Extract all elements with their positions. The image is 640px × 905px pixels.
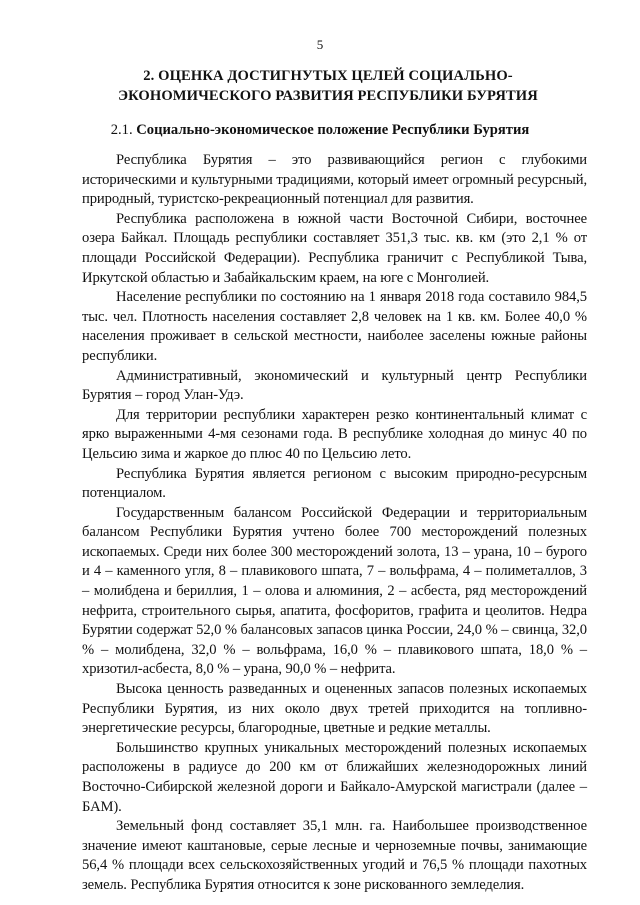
paragraph-deposit-locations: Большинство крупных уникальных месторождений полезных ископаемых расположены в радиусе до 200 км от ближайших железнодорожных линий Восточно-Сибирской железной дороги и Байкало-Амурской магистрали (далее – БАМ). [82,739,587,815]
paragraph-resource-potential: Республика Бурятия является регионом с высоким природно-ресурсным потенциалом. [82,465,587,502]
paragraph-capital: Административный, экономический и культурный центр Республики Бурятия – город Улан-Удэ. [82,367,587,404]
paragraph-location: Республика расположена в южной части Восточной Сибири, восточнее озера Байкал. Площадь республики составляет 351,3 тыс. кв. км (это 2,1 % от площади Российской Федерации). Республика граничит с Республикой Тыва, Иркутской областью и Забайкальским краем, на юге с Монголией. [82,210,587,286]
paragraph-reserves-value: Высока ценность разведанных и оцененных запасов полезных ископаемых Республики Бурятия, из них около двух третей приходится на топливно-энергетические ресурсы, благородные, цветные и редкие металлы. [82,681,587,737]
subsection-title: Социально-экономическое положение Республики Бурятия [136,122,530,138]
paragraph-climate: Для территории республики характерен резко континентальный климат с ярко выраженными 4-мя сезонами года. В республике холодная до минус 40 по Цельсию зима и жаркое до плюс 40 по Цельсию лето. [82,406,587,462]
paragraph-intro: Республика Бурятия – это развивающийся регион с глубокими историческими и культурными традициями, который имеет огромный ресурсный, природный, туристско-рекреационный потенциал для развития. [82,152,587,208]
document-body [82,151,587,896]
paragraph-population: Население республики по состоянию на 1 января 2018 года составило 984,5 тыс. чел. Плотность населения составляет 2,8 человек на 1 кв. км. Более 40,0 % населения проживает в сельской местности, наиболее заселены южные районы республики. [82,289,587,364]
subsection-number: 2.1. [110,122,133,138]
section-heading-line-1: 2. ОЦЕНКА ДОСТИГНУТЫХ ЦЕЛЕЙ СОЦИАЛЬНО- [143,68,513,84]
paragraph-land-fund: Земельный фонд составляет 35,1 млн. га. Наибольшее производственное значение имеют каштановые, серые лесные и черноземные почвы, занимающие 56,4 % площади всех сельскохозяйственных угодий и 76,5 % площади пахотных земель. Республика Бурятия относится к зоне рискованного земледелия. [82,818,587,893]
section-heading [98,66,558,106]
section-heading-line-2: ЭКОНОМИЧЕСКОГО РАЗВИТИЯ РЕСПУБЛИКИ БУРЯТИЯ [118,88,538,104]
subsection-heading [0,121,640,139]
paragraph-deposits: Государственным балансом Российской Федерации и территориальным балансом Республики Бурятия учтено более 700 месторождений полезных ископаемых. Среди них более 300 месторождений золота, 13 – урана, 10 – бурого и 4 – каменного угля, 8 – плавикового шпата, 7 – вольфрама, 4 – полиметаллов, 3 – молибдена и бериллия, 1 – олова и алюминия, 2 – асбеста, ряд месторождений нефрита, строительного сырья, апатита, фосфоритов, графита и цеолитов. Недра Бурятии содержат 52,0 % балансовых запасов цинка России, 24,0 % – свинца, 32,0 % – молибдена, 32,0 % – вольфрама, 16,0 % – плавикового шпата, 18,0 % – хризотил-асбеста, 8,0 % – урана, 90,0 % – нефрита. [82,504,587,678]
page-number: 5 [316,37,324,52]
